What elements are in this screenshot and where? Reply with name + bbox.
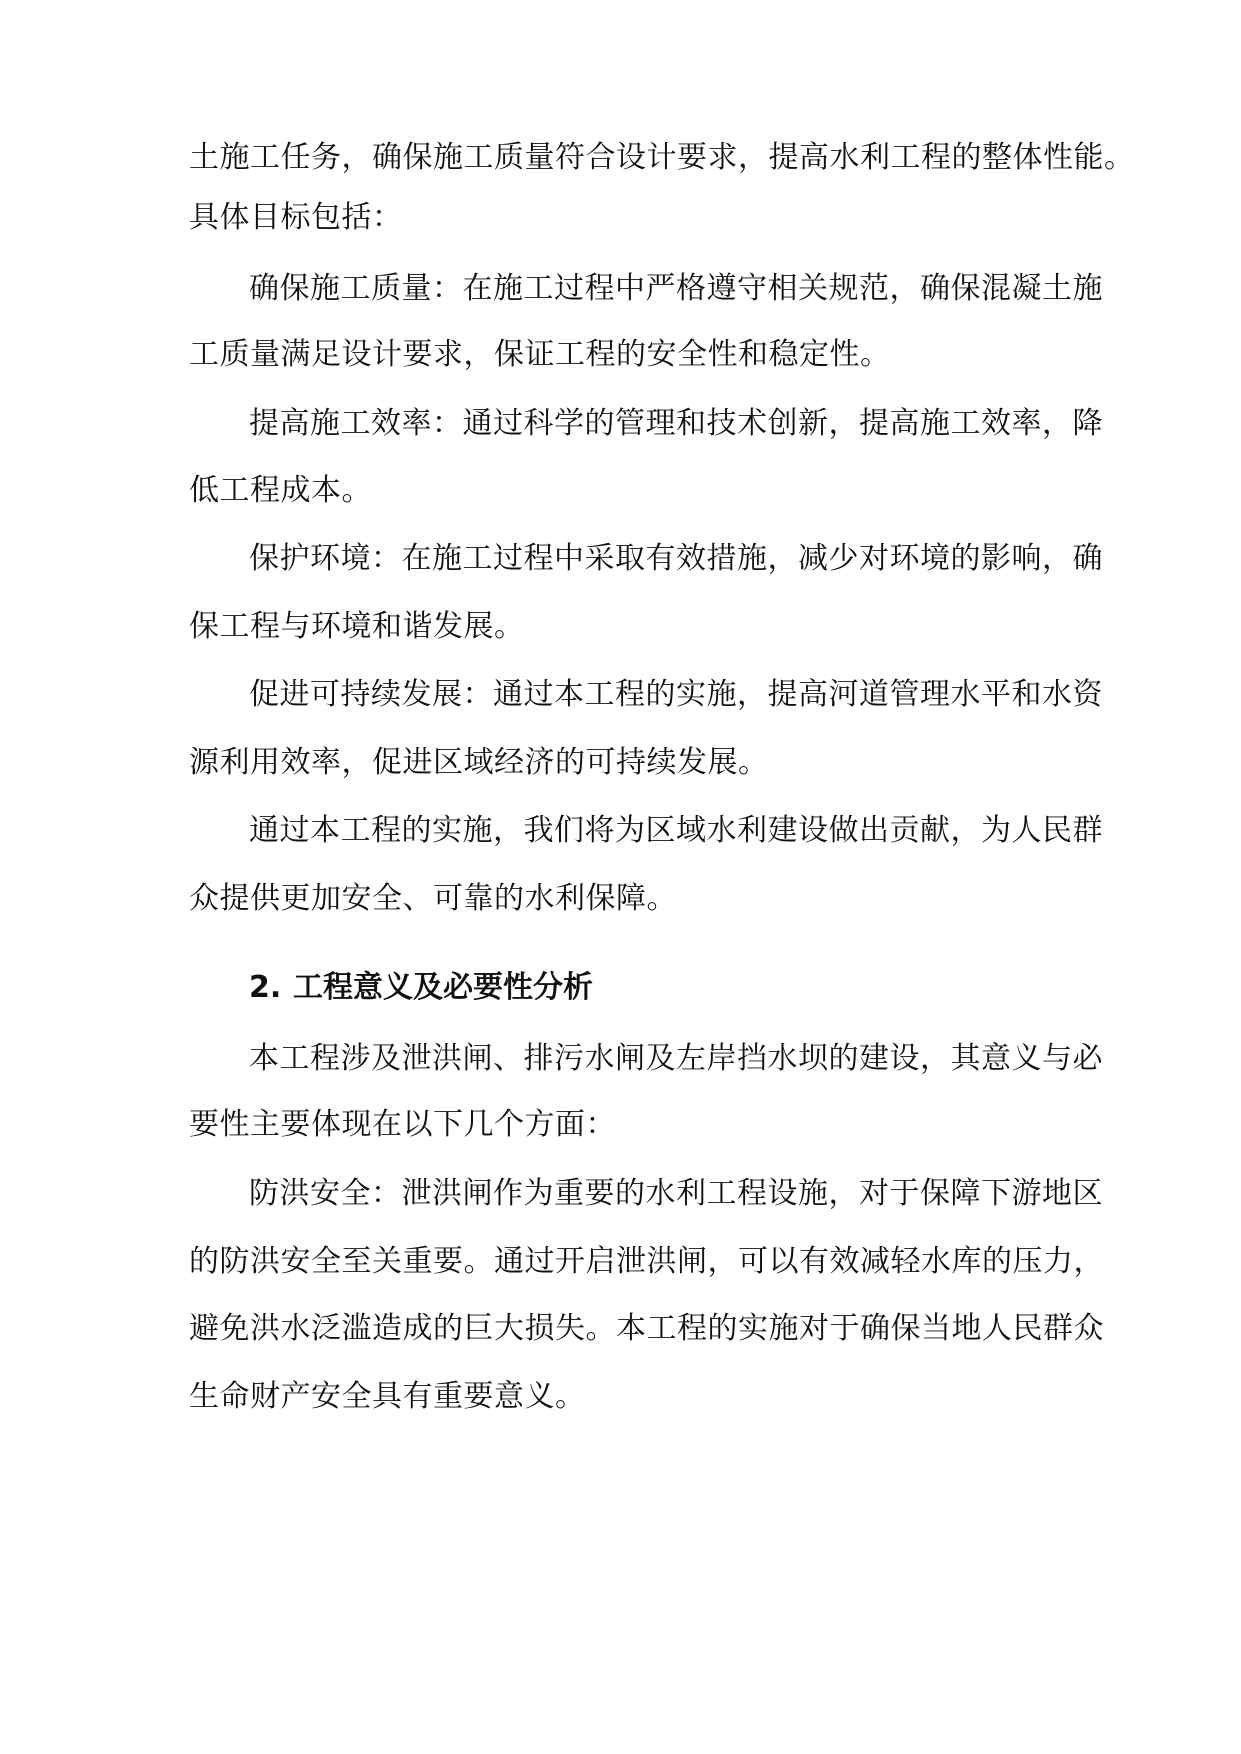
paragraph-intro-line-1: 土施工任务，确保施工质量符合设计要求，提高水利工程的整体性能。 (189, 140, 1135, 175)
paragraph-sustainability-line-1: 促进可持续发展：通过本工程的实施，提高河道管理水平和水资 (249, 677, 1103, 712)
paragraph-flood-safety-line-4: 生命财产安全具有重要意义。 (189, 1379, 586, 1414)
paragraph-intro-line-2: 具体目标包括： (189, 200, 403, 235)
section-heading (249, 968, 593, 1008)
paragraph-flood-safety-line-3: 避免洪水泛滥造成的巨大损失。本工程的实施对于确保当地人民群众 (189, 1311, 1104, 1346)
paragraph-environment-line-2: 保工程与环境和谐发展。 (189, 609, 525, 644)
paragraph-flood-safety-line-2: 的防洪安全至关重要。通过开启泄洪闸，可以有效减轻水库的压力， (189, 1244, 1104, 1279)
section-heading-number: 2. (249, 970, 282, 1005)
paragraph-quality-line-1: 确保施工质量：在施工过程中严格遵守相关规范，确保混凝土施 (249, 271, 1103, 306)
paragraph-contribution-line-2: 众提供更加安全、可靠的水利保障。 (189, 881, 677, 916)
paragraph-significance-line-1: 本工程涉及泄洪闸、排污水闸及左岸挡水坝的建设，其意义与必 (249, 1041, 1103, 1076)
paragraph-significance-line-2: 要性主要体现在以下几个方面： (189, 1107, 616, 1142)
section-heading-title: 工程意义及必要性分析 (293, 970, 593, 1005)
paragraph-efficiency-line-1: 提高施工效率：通过科学的管理和技术创新，提高施工效率，降 (249, 406, 1103, 441)
paragraph-efficiency-line-2: 低工程成本。 (189, 473, 372, 508)
paragraph-environment-line-1: 保护环境：在施工过程中采取有效措施，减少对环境的影响，确 (249, 541, 1103, 576)
paragraph-sustainability-line-2: 源利用效率，促进区域经济的可持续发展。 (189, 745, 769, 780)
paragraph-quality-line-2: 工质量满足设计要求，保证工程的安全性和稳定性。 (189, 337, 891, 372)
paragraph-flood-safety-line-1: 防洪安全：泄洪闸作为重要的水利工程设施，对于保障下游地区 (249, 1176, 1103, 1211)
paragraph-contribution-line-1: 通过本工程的实施，我们将为区域水利建设做出贡献，为人民群 (249, 813, 1103, 848)
